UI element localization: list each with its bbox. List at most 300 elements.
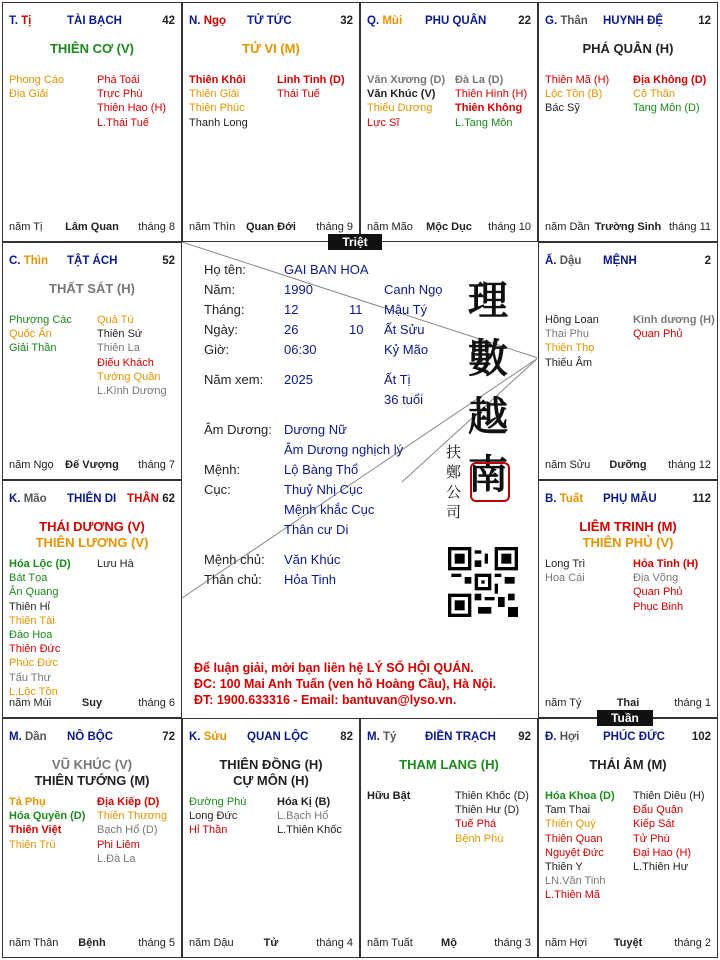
palace-branch: Hợi bbox=[559, 731, 580, 743]
palace-position bbox=[189, 15, 226, 27]
palace-footer bbox=[9, 697, 175, 711]
truong-sinh: Mộ bbox=[441, 937, 457, 949]
palace-year: năm Hợi bbox=[545, 937, 588, 949]
star-item: Thiên Quan bbox=[545, 832, 603, 845]
value-gio-canchi: Kỷ Mão bbox=[384, 342, 429, 357]
calligraphy-subtitle bbox=[446, 442, 461, 522]
star-item: Bát Tọa bbox=[9, 572, 48, 585]
star-item: Thiếu Dương bbox=[367, 102, 433, 115]
star-item: Lưu Hà bbox=[97, 558, 134, 570]
star-item: Địa Giải bbox=[9, 88, 49, 101]
palace-footer bbox=[189, 221, 353, 235]
palace-name: ĐIỀN TRẠCH bbox=[425, 731, 496, 743]
palace-age: 42 bbox=[162, 15, 175, 27]
palace-branch: Thìn bbox=[23, 255, 48, 267]
value-namxem-canchi: Ất Tị bbox=[384, 372, 411, 387]
palace-branch: Thân bbox=[560, 15, 588, 27]
value-ngay-am: 10 bbox=[349, 322, 364, 337]
palace-name: TẬT ÁCH bbox=[67, 255, 118, 267]
palace-header bbox=[545, 255, 711, 271]
star-item: Cô Thần bbox=[633, 88, 675, 101]
main-star: TỬ VI (M) bbox=[242, 41, 300, 56]
palace-cell-hoi[interactable] bbox=[538, 718, 718, 958]
star-item: Tả Phụ bbox=[9, 796, 46, 808]
palace-age: 112 bbox=[692, 493, 711, 505]
palace-position bbox=[9, 15, 31, 27]
star-item: L.Bạch Hổ bbox=[277, 810, 329, 823]
main-star: THIÊN TƯỚNG (M) bbox=[34, 773, 150, 788]
palace-month: tháng 5 bbox=[138, 937, 175, 949]
palace-year: năm Tị bbox=[9, 221, 43, 233]
palace-age: 62 bbox=[162, 493, 175, 505]
secondary-stars-right bbox=[277, 795, 342, 838]
palace-branch: Tý bbox=[382, 731, 397, 743]
palace-header bbox=[367, 15, 531, 31]
star-item: L.Thiên Mã bbox=[545, 889, 601, 902]
calligraphy-char: 數 bbox=[468, 335, 508, 382]
palace-position bbox=[9, 493, 47, 505]
star-item: Quan Phủ bbox=[633, 328, 683, 341]
palace-can: M. bbox=[367, 731, 380, 743]
star-item: Thiên Quý bbox=[545, 818, 596, 831]
palace-branch: Dậu bbox=[559, 255, 582, 267]
palace-cell-suu[interactable] bbox=[182, 718, 360, 958]
value-amduong: Dương Nữ bbox=[284, 422, 347, 437]
palace-footer bbox=[9, 937, 175, 951]
star-item: Văn Xương (D) bbox=[367, 74, 446, 86]
palace-year: năm Ngọ bbox=[9, 459, 54, 471]
secondary-stars-left bbox=[545, 73, 609, 116]
value-thang-canchi: Mậu Tý bbox=[384, 302, 428, 317]
palace-year: năm Mùi bbox=[9, 697, 52, 709]
palace-branch: Sửu bbox=[203, 731, 227, 743]
palace-name: TỬ TỨC bbox=[247, 15, 292, 27]
star-item: Lộc Tồn (B) bbox=[545, 88, 603, 101]
star-item: Thiên Giải bbox=[189, 88, 240, 101]
secondary-stars-right bbox=[455, 73, 527, 130]
calligraphy-char: 理 bbox=[468, 277, 508, 324]
main-star: THIÊN LƯƠNG (V) bbox=[35, 535, 149, 550]
star-item: Địa Không (D) bbox=[633, 74, 707, 86]
palace-age: 72 bbox=[162, 731, 175, 743]
value-cuc-relation: Mệnh khắc Cục bbox=[284, 502, 375, 517]
star-item: Hóa Kị (B) bbox=[277, 796, 331, 808]
star-item: Hỉ Thần bbox=[189, 824, 228, 837]
star-item: Tấu Thư bbox=[9, 671, 52, 684]
palace-can: K. bbox=[9, 493, 21, 505]
palace-cell-ngo[interactable] bbox=[182, 2, 360, 242]
palace-month: tháng 8 bbox=[138, 221, 175, 233]
secondary-stars-right bbox=[633, 313, 715, 341]
secondary-stars-left bbox=[9, 557, 71, 699]
main-star: LIÊM TRINH (M) bbox=[579, 519, 677, 534]
star-item: Phúc Đức bbox=[9, 657, 58, 670]
truong-sinh: Thai bbox=[616, 697, 640, 709]
star-item: Hóa Quyền (D) bbox=[9, 810, 86, 823]
palace-year: năm Dần bbox=[545, 221, 590, 233]
star-item: Thiên Hao (H) bbox=[97, 102, 167, 115]
calligraphy-sub-char: 鄭 bbox=[446, 463, 462, 481]
star-item: Hóa Khoa (D) bbox=[545, 790, 615, 802]
palace-branch: Mùi bbox=[382, 15, 403, 27]
palace-position bbox=[545, 15, 588, 27]
palace-name: QUAN LỘC bbox=[247, 731, 309, 743]
value-menhchu: Văn Khúc bbox=[284, 552, 341, 567]
secondary-stars-right bbox=[97, 795, 167, 866]
star-item: Quan Phủ bbox=[633, 586, 683, 599]
label-thanchu: Thân chủ: bbox=[204, 572, 262, 587]
palace-cell-ti[interactable] bbox=[2, 2, 182, 242]
triet-tag: Triệt bbox=[328, 234, 382, 250]
calligraphy-sub-char: 扶 bbox=[446, 443, 462, 461]
value-amduong-ly: Âm Dương nghịch lý bbox=[284, 442, 404, 457]
palace-age: 102 bbox=[691, 731, 711, 743]
palace-footer bbox=[545, 221, 711, 235]
value-thang-am: 11 bbox=[349, 302, 363, 317]
palace-cell-tuat[interactable] bbox=[538, 480, 718, 718]
star-item: L.Lộc Tồn bbox=[9, 685, 58, 698]
palace-month: tháng 11 bbox=[668, 221, 711, 233]
label-hoten: Họ tên: bbox=[204, 262, 246, 277]
contact-line-1: Để luận giải, mời bạn liên hệ LÝ SỐ HỘI QUÁN. bbox=[194, 661, 474, 675]
star-item: Phong Cáo bbox=[9, 74, 65, 86]
label-thang: Tháng: bbox=[204, 302, 245, 317]
star-item: Thiếu Âm bbox=[545, 356, 593, 369]
star-item: Văn Khúc (V) bbox=[367, 88, 436, 101]
palace-cell-mao[interactable] bbox=[2, 480, 182, 718]
star-item: Thiên Mã (H) bbox=[545, 74, 610, 86]
secondary-stars-right bbox=[97, 73, 166, 130]
truong-sinh: Mộc Dục bbox=[426, 221, 472, 233]
star-item: Thiên Không bbox=[455, 102, 523, 115]
label-menh: Mệnh: bbox=[204, 462, 241, 477]
star-item: Quả Tú bbox=[97, 314, 134, 326]
star-item: Linh Tinh (D) bbox=[277, 74, 345, 86]
star-item: Long Trì bbox=[545, 558, 586, 570]
star-item: Bạch Hổ (D) bbox=[97, 824, 158, 837]
label-gio: Giờ: bbox=[204, 342, 230, 357]
star-item: Thiên Hư (D) bbox=[455, 804, 520, 817]
center-panel bbox=[182, 242, 537, 718]
palace-month: tháng 7 bbox=[138, 459, 175, 471]
secondary-stars-left bbox=[189, 795, 246, 838]
secondary-stars-left bbox=[367, 789, 410, 803]
palace-name: PHU QUÂN bbox=[425, 15, 487, 27]
star-item: Tử Phù bbox=[633, 832, 670, 845]
main-star: THÁI DƯƠNG (V) bbox=[39, 519, 145, 534]
secondary-stars-right bbox=[97, 313, 167, 398]
star-item: Kiếp Sát bbox=[633, 818, 675, 831]
palace-header bbox=[367, 731, 531, 747]
secondary-stars-right bbox=[97, 557, 134, 571]
palace-branch: Tuất bbox=[559, 493, 584, 505]
secondary-stars-right bbox=[633, 557, 698, 614]
palace-can: B. bbox=[545, 493, 557, 505]
palace-header bbox=[189, 731, 353, 747]
calligraphy-char: 南 bbox=[468, 451, 508, 498]
secondary-stars-left bbox=[9, 795, 85, 852]
star-item: Địa Võng bbox=[633, 572, 679, 585]
palace-footer bbox=[9, 221, 175, 235]
star-item: Thiên Hình (H) bbox=[455, 88, 528, 101]
star-item: L.Thiên Khốc bbox=[277, 824, 342, 837]
value-ngay: 26 bbox=[284, 322, 299, 337]
palace-name: TÀI BẠCH bbox=[67, 15, 122, 27]
star-item: Thiên Thọ bbox=[545, 342, 595, 355]
palace-branch: Dần bbox=[24, 731, 47, 743]
palace-branch: Mão bbox=[23, 493, 47, 505]
palace-can: T. bbox=[9, 15, 18, 27]
truong-sinh: Dưỡng bbox=[609, 459, 647, 471]
main-star: THIÊN ĐỒNG (H) bbox=[219, 757, 323, 772]
palace-footer bbox=[367, 937, 531, 951]
palace-branch: Ngọ bbox=[203, 15, 227, 27]
calligraphy-char: 越 bbox=[468, 393, 508, 440]
palace-header bbox=[545, 493, 711, 509]
value-cuc: Thuỷ Nhị Cục bbox=[284, 482, 363, 497]
star-item: L.Kình Dương bbox=[97, 385, 167, 398]
palace-header bbox=[9, 731, 175, 747]
palace-position bbox=[9, 255, 48, 267]
palace-position bbox=[367, 15, 402, 27]
star-item: Đẩu Quân bbox=[633, 804, 684, 817]
palace-name: PHỤ MẪU bbox=[603, 493, 657, 505]
palace-can: Q. bbox=[367, 15, 380, 27]
palace-position bbox=[545, 255, 581, 267]
palace-position bbox=[545, 493, 583, 505]
star-item: Long Đức bbox=[189, 810, 238, 823]
secondary-stars-left bbox=[189, 73, 248, 130]
palace-header bbox=[9, 15, 175, 31]
star-item: Hóa Lộc (D) bbox=[9, 558, 71, 570]
value-than-cu: Thân cư Di bbox=[284, 522, 349, 537]
star-item: Thiên Khôi bbox=[189, 74, 246, 86]
main-star: THÁI ÂM (M) bbox=[589, 757, 667, 772]
truong-sinh: Tử bbox=[263, 937, 279, 949]
star-item: Đường Phù bbox=[189, 796, 247, 808]
secondary-stars-left bbox=[9, 313, 72, 356]
star-item: Thiên Sứ bbox=[97, 328, 143, 341]
star-item: Thiên Đức bbox=[9, 643, 61, 656]
truong-sinh: Đế Vượng bbox=[65, 459, 119, 471]
star-item: Thiên Khốc (D) bbox=[455, 790, 529, 802]
palace-name: MỆNH bbox=[603, 255, 637, 267]
palace-header bbox=[9, 255, 175, 271]
star-item: Phượng Các bbox=[9, 314, 72, 326]
secondary-stars-left bbox=[367, 73, 445, 130]
palace-position bbox=[189, 731, 227, 743]
truong-sinh: Bệnh bbox=[78, 937, 106, 949]
truong-sinh: Tuyệt bbox=[613, 937, 643, 949]
star-item: Tam Thai bbox=[545, 804, 591, 817]
palace-header bbox=[545, 15, 711, 31]
value-tuoi: 36 tuổi bbox=[384, 392, 424, 407]
label-namxem: Năm xem: bbox=[204, 372, 264, 387]
main-star: THAM LANG (H) bbox=[399, 757, 499, 772]
star-item: Điếu Khách bbox=[97, 356, 154, 369]
palace-can: N. bbox=[189, 15, 201, 27]
calligraphy-sub-char: 公 bbox=[446, 483, 462, 501]
star-item: Thai Phụ bbox=[545, 328, 590, 341]
palace-year: năm Tý bbox=[545, 697, 582, 709]
star-item: Hồng Loan bbox=[545, 314, 599, 326]
star-item: Bác Sỹ bbox=[545, 102, 580, 115]
palace-age: 52 bbox=[162, 255, 175, 267]
secondary-stars-left bbox=[545, 313, 599, 370]
palace-cell-than[interactable] bbox=[538, 2, 718, 242]
secondary-stars-right bbox=[455, 789, 529, 846]
palace-footer bbox=[545, 697, 711, 711]
star-item: L.Thái Tuế bbox=[97, 116, 149, 129]
value-menh: Lộ Bàng Thổ bbox=[284, 462, 359, 477]
palace-name: HUYNH ĐỆ bbox=[603, 15, 664, 27]
main-star: PHÁ QUÂN (H) bbox=[582, 41, 674, 56]
star-item: Trực Phù bbox=[97, 88, 143, 101]
label-amduong: Âm Dương: bbox=[204, 422, 272, 437]
value-ngay-canchi: Ất Sửu bbox=[384, 322, 425, 337]
palace-year: năm Tuất bbox=[367, 937, 413, 949]
palace-can: G. bbox=[545, 15, 558, 27]
palace-can: M. bbox=[9, 731, 22, 743]
palace-month: tháng 1 bbox=[674, 697, 711, 709]
palace-name: NÔ BỘC bbox=[67, 731, 113, 743]
palace-year: năm Thân bbox=[9, 937, 59, 949]
truong-sinh: Trường Sinh bbox=[594, 221, 662, 233]
secondary-stars-right bbox=[277, 73, 345, 101]
palace-cell-thin[interactable] bbox=[2, 242, 182, 480]
star-item: Thiên Thương bbox=[97, 810, 168, 823]
star-item: Kình dương (H) bbox=[633, 314, 715, 326]
palace-cell-ty[interactable] bbox=[360, 718, 538, 958]
palace-position bbox=[9, 731, 47, 743]
star-item: LN.Văn Tinh bbox=[545, 875, 606, 888]
star-item: Đà La (D) bbox=[455, 74, 504, 86]
palace-footer bbox=[545, 937, 711, 951]
palace-age: 82 bbox=[340, 731, 353, 743]
palace-month: tháng 9 bbox=[316, 221, 353, 233]
star-item: Giải Thần bbox=[9, 342, 57, 355]
star-item: Thanh Long bbox=[189, 116, 248, 129]
value-nam: 1990 bbox=[284, 282, 313, 297]
star-item: Thiên Y bbox=[545, 861, 583, 874]
secondary-stars-right bbox=[633, 789, 705, 874]
palace-month: tháng 12 bbox=[668, 459, 711, 471]
truong-sinh: Quan Đới bbox=[246, 221, 296, 233]
than-marker: THÂN bbox=[127, 493, 159, 505]
star-item: Bệnh Phù bbox=[455, 832, 504, 845]
star-item: Thiên Tài bbox=[9, 614, 55, 627]
star-item: Lực Sĩ bbox=[367, 116, 400, 129]
palace-cell-mui[interactable] bbox=[360, 2, 538, 242]
red-seal-icon bbox=[470, 462, 510, 502]
star-item: Thiên Diêu (H) bbox=[633, 790, 705, 802]
contact-line-3[interactable]: ĐT: 1900.633316 - Email: bantuvan@lyso.vn. bbox=[194, 693, 457, 707]
palace-age: 92 bbox=[518, 731, 531, 743]
palace-year: năm Dậu bbox=[189, 937, 234, 949]
main-star: THIÊN CƠ (V) bbox=[49, 41, 135, 56]
tuan-tag: Tuần bbox=[597, 710, 653, 726]
palace-footer bbox=[367, 221, 531, 235]
star-item: Phá Toái bbox=[97, 74, 140, 86]
star-item: Tuế Phá bbox=[455, 818, 497, 831]
star-item: Thiên Phúc bbox=[189, 102, 245, 115]
palace-header bbox=[189, 15, 353, 31]
star-item: Thái Tuế bbox=[277, 88, 320, 101]
palace-cell-dau[interactable] bbox=[538, 242, 718, 480]
star-item: Hỏa Tinh (H) bbox=[633, 558, 699, 570]
truong-sinh: Suy bbox=[81, 697, 103, 709]
contact-info bbox=[194, 660, 496, 708]
palace-branch: Tị bbox=[21, 15, 32, 27]
calligraphy-sub-char: 司 bbox=[446, 503, 462, 521]
star-item: L.Đà La bbox=[97, 852, 136, 865]
palace-year: năm Mão bbox=[367, 221, 413, 233]
palace-year: năm Sửu bbox=[545, 459, 591, 471]
secondary-stars-right bbox=[633, 73, 706, 116]
star-item: Hoa Cái bbox=[545, 572, 585, 585]
main-star: THẤT SÁT (H) bbox=[49, 281, 135, 296]
star-item: Đào Hoa bbox=[9, 629, 53, 642]
star-item: L.Thiên Hư bbox=[633, 861, 689, 874]
main-star: THIÊN PHỦ (V) bbox=[582, 535, 674, 550]
star-item: Đại Hao (H) bbox=[633, 846, 692, 859]
palace-footer bbox=[189, 937, 353, 951]
label-menhchu: Mệnh chủ: bbox=[204, 552, 265, 567]
star-item: Tướng Quân bbox=[97, 370, 161, 383]
palace-cell-dan[interactable] bbox=[2, 718, 182, 958]
truong-sinh: Lâm Quan bbox=[65, 221, 119, 233]
palace-name: PHÚC ĐỨC bbox=[603, 731, 665, 743]
palace-position bbox=[367, 731, 396, 743]
palace-age: 32 bbox=[340, 15, 353, 27]
label-ngay: Ngày: bbox=[204, 322, 238, 337]
star-item: Nguyệt Đức bbox=[545, 846, 604, 859]
value-namxem: 2025 bbox=[284, 372, 313, 387]
value-gio: 06:30 bbox=[284, 342, 317, 357]
palace-name: THIÊN DI bbox=[67, 493, 117, 505]
value-nam-canchi: Canh Ngọ bbox=[384, 282, 443, 297]
secondary-stars-left bbox=[545, 789, 615, 903]
palace-age: 12 bbox=[698, 15, 711, 27]
contact-line-2: ĐC: 100 Mai Anh Tuấn (ven hồ Hoàng Cầu), Hà Nội. bbox=[194, 677, 497, 691]
palace-month: tháng 4 bbox=[316, 937, 353, 949]
palace-footer bbox=[545, 459, 711, 473]
palace-position bbox=[545, 731, 579, 743]
palace-can: K. bbox=[189, 731, 201, 743]
palace-can: C. bbox=[9, 255, 21, 267]
qr-code-icon[interactable] bbox=[448, 547, 518, 617]
star-item: Thiên La bbox=[97, 342, 140, 355]
star-item: Ân Quang bbox=[9, 586, 59, 599]
palace-can: Ấ. bbox=[545, 255, 557, 267]
label-cuc: Cục: bbox=[204, 482, 231, 497]
palace-age: 2 bbox=[704, 255, 711, 267]
star-item: Thiên Hỉ bbox=[9, 600, 50, 613]
palace-month: tháng 6 bbox=[138, 697, 175, 709]
star-item: Thiên Trù bbox=[9, 838, 56, 851]
palace-header bbox=[545, 731, 711, 747]
star-item: Thiên Việt bbox=[9, 824, 62, 837]
palace-age: 22 bbox=[518, 15, 531, 27]
main-star: VŨ KHÚC (V) bbox=[51, 757, 133, 772]
star-item: Tang Môn (D) bbox=[633, 102, 700, 115]
label-nam: Năm: bbox=[204, 282, 236, 297]
palace-month: tháng 3 bbox=[494, 937, 531, 949]
secondary-stars-left bbox=[545, 557, 585, 585]
palace-footer bbox=[9, 459, 175, 473]
star-item: L.Tang Môn bbox=[455, 116, 513, 129]
palace-month: tháng 10 bbox=[488, 221, 531, 233]
